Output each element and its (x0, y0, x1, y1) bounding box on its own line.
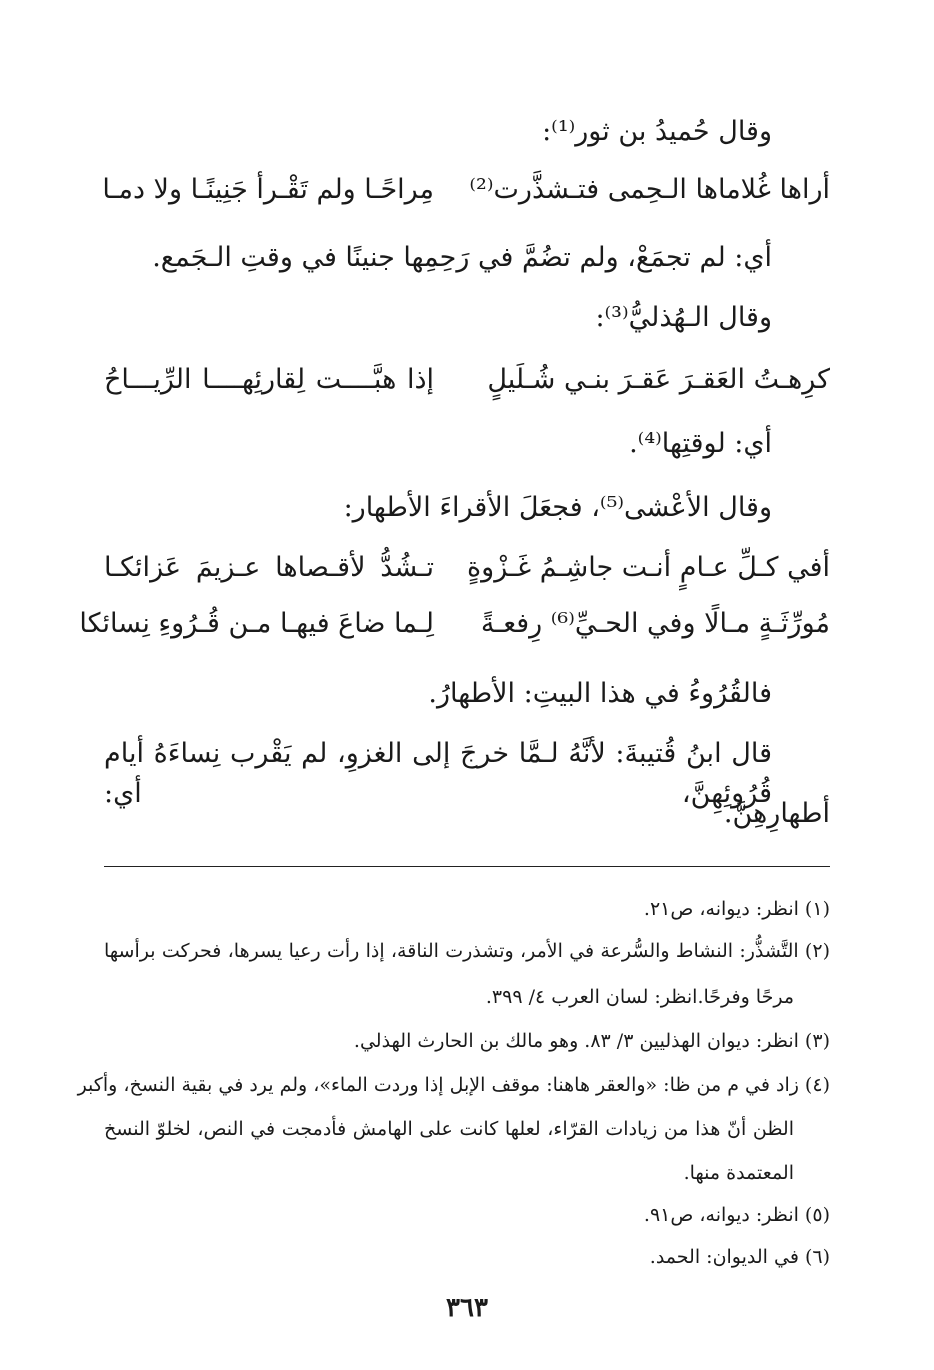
body-line-2: أي: لم تجمَعْ، ولم تضُمَّ في رَحِمِها جنينًا في وقتِ الـجَمع. (152, 242, 772, 273)
footnote-3: (٣) انظر: ديوان الهذليين ٣/ ٨٣. وهو مالك بن الحارث الهذلي. (353, 1030, 830, 1052)
body-line-6: فالقُرُوءُ في هذا البيتِ: الأطهارُ. (428, 678, 772, 709)
verse-3-first-hemistich: أفي كـلِّ عـامٍ أنـت جاشِـمُ غَـزْوةٍ (467, 552, 830, 583)
verse-1-first-hemistich: أراها غُلاماها الـحِمى فتـشذَّرت⁽²⁾ (469, 174, 830, 205)
page-number: ٣٦٣ (446, 1293, 488, 1323)
footnote-2-line-2: مرحًا وفرحًا.انظر: لسان العرب ٤/ ٣٩٩. (485, 986, 794, 1008)
body-line-1: وقال حُميدُ بن ثور⁽¹⁾: (542, 116, 772, 147)
body-line-8: أطهارِهِنَّ. (723, 798, 830, 829)
verse-4-first-hemistich: مُورِّثَـةٍ مـالًا وفي الحـيِّ⁽⁶⁾ رِفعـةً (480, 608, 830, 639)
verse-1 (104, 170, 830, 210)
verse-2-first-hemistich: كرِهـتُ العَقـرَ عَقـرَ بنـي شُـلَيلٍ (487, 364, 830, 395)
verse-2-second-hemistich: إذا هبَّــــت لِقارئِهــــا الرِّيـــاحُ (104, 364, 434, 395)
footnote-5: (٥) انظر: ديوانه، ص٩١. (643, 1204, 830, 1226)
footnote-4-line-3: المعتمدة منها. (683, 1162, 794, 1184)
verse-3 (104, 548, 830, 588)
footnote-2-line-1: (٢) التَّشذُّر: النشاط والسُّرعة في الأمر، وتشذرت الناقة، إذا رأت رعيا يسرها، فحركت برأسها (104, 940, 830, 962)
verse-3-second-hemistich: تـشُدُّ لأقـصاها عـزيمَ عَزائكـا (104, 552, 434, 583)
body-line-7: قال ابنُ قُتيبةَ: لأنَّهُ لـمَّا خرجَ إلى الغزوِ، لم يَقْرب نِساءَهُ أيام قُرُوئِهِنَّ، أي: (104, 738, 772, 809)
footnote-6: (٦) في الديوان: الحمد. (649, 1246, 830, 1268)
footnote-1: (١) انظر: ديوانه، ص٢١. (643, 898, 830, 920)
verse-1-second-hemistich: مِراحًـا ولم تَقْـرأ جَنِينًـا ولا دمـا (102, 174, 434, 205)
verse-4 (79, 604, 830, 644)
verse-2 (104, 360, 830, 400)
body-line-3: وقال الـهُذليُّ⁽³⁾: (595, 302, 772, 333)
body-line-4: أي: لوقتِها⁽⁴⁾. (629, 428, 772, 459)
footnote-4-line-1: (٤) زاد في م من ظا: «والعقر هاهنا: موقف الإبل إذا وردت الماء»، ولم يرد في بقية النسخ، وأكبر (77, 1074, 830, 1096)
body-line-5: وقال الأعْشى⁽⁵⁾، فجعَلَ الأقراءَ الأطهار: (343, 492, 772, 523)
footnote-4-line-2: الظن أنّ هذا من زيادات القرّاء، لعلها كانت على الهامش فأدمجت في النص، لخلوّ النسخ (104, 1118, 794, 1140)
verse-4-second-hemistich: لِـما ضاعَ فيهـا مـن قُـرُوءِ نِسائكا (79, 608, 434, 639)
footnote-separator (104, 866, 830, 867)
